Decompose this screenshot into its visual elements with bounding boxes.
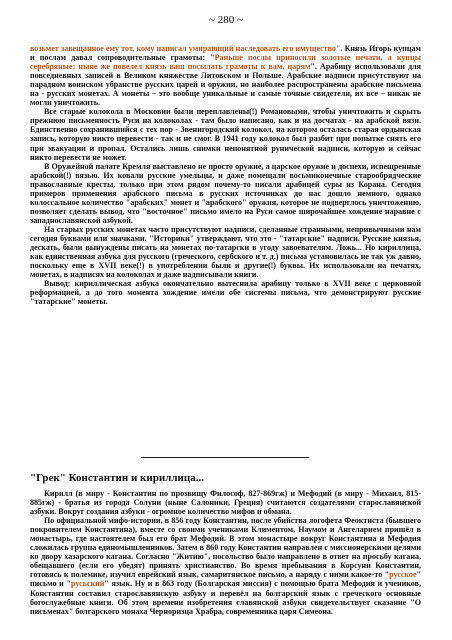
text-run: Князь Игорь купцам и послам давал сопроводительные грамоты: " (30, 44, 421, 63)
paragraph: На старых русских монетах часто присутствуют надписи, сделанные странными, непривычными нам сегодня буквами или значками. "Историки" утверждают, что это - "татарские" надписи. Русские князья, дескать, были вынуждены писать на монетах по-татарски в угоду завоевателям. Ложь... Но кириллица, как единственная азбука для русского (греческого, сербского и т. д.) письма установилась не так уж давно, поскольку еще в XVII веке(!) в употреблении были и другие(!) буквы. Их использовали на печатях, монетах, в надписях на колоколах и даже надписывали книги. (30, 224, 421, 280)
highlighted-text: возьмет завещанное ему тот, кому написал умирающий наследовать его имущество". (30, 44, 343, 53)
paragraph (30, 44, 421, 107)
text-run: По официальной мифо-истории, в 856 году Константин, после убийства логофета Феоктиста (бывшего покровителем Константина), вместе со своими учениками Климентом, Наумом и Ангеларием пришёл в монастырь, где настоятелем был его брат Мефодий. В этом монастыре вокруг Константина и Мефодия сложилась группа единомышленников. Затем в 860 году Константин направлен с миссионерскими целями ко двору хазарского кагана. Согласно "Житию", посольство было направлено в ответ на просьбу кагана, обещавшего (если его убедят) принять христианство. Во время пребывания в Корсуни Константин, готовясь к полемике, изучил еврейский язык, самаритянское письмо, а наряду с ними какое-то " (30, 516, 421, 580)
page-number: ~ 280 ~ (209, 14, 243, 26)
paragraph: В Оружейной палате Кремля выставлено не просто оружие, а царское оружие и доспехи, испещренные арабской(!) вязью. Их ковали русские умельцы, и даже помещали восьмиконечные старообрядческие православные кресты, только при этом рядом почему-то писали арабицей суры из Корана. Сегодня примеров применения арабского письма в русских источниках до нас дошло немного, однако колоссальное количество "арабских" монет и "арабского" оружия, которое не подверглось уничтожению, позволяет сделать вывод, что "восточное" письмо имело на Руси самое широчайшее хождение наравне с западнославянской азбукой. (30, 161, 421, 225)
paragraph (30, 516, 421, 616)
text-run: ". Арабицу использовали для повседневных записей в Великом княжестве Литовском и Польше. Арабские надписи присутствуют на парадном воинском убранстве русских царей и оружии, но наиболее распространены арабские письмена на - русских монетах. А монеты – это вообще уникальные и самые точные свидетели, их все – никак не могли уничтожить. (30, 62, 422, 108)
text-run: " язык. Ну и в 863 году (Болгарская миссия) с помощью брата Мефодия и учеников, Константин составил старославянскую азбуку и перевёл на болгарский язык с греческого основные богослужебные книги. Об этом времени изобретения славянской азбуки свидетельствует сказание "О письменах" болгарского монаха Черноризца Храбра, современника царя Симеона. (30, 579, 421, 616)
highlighted-text: русское (389, 570, 417, 580)
highlighted-text: русьский (70, 579, 105, 589)
highlighted-text: Раньше послы приносили золотые печати, а купцы серебряные; ныне же повелел князь ваш посылать грамоты к вам, царям (30, 53, 421, 72)
text-run: " письмо и " (30, 570, 421, 589)
section-heading: "Грек" Константин и кириллица... (30, 472, 204, 484)
paragraph: Вывод: кириллическая азбука окончательно вытеснила арабицу только в XVII веке с церковной реформацией, а до того момента хождение имели обе системы письма, что демонстрируют русские "татарские" монеты. (30, 279, 421, 307)
section-divider (141, 457, 309, 458)
section-arabic-script (30, 44, 421, 306)
paragraph: Кирилл (в миру - Константин по прозвищу Философ, 827-869гж) и Мефодий (в миру - Михаил, 815-885гж) - братья из города Солуни (ныне Салоники, Греция) считаются создателями старославянской азбуки. Вокруг создания азбуки - огромное количество мифов и обмана. (30, 489, 421, 517)
section-cyril-methodius (30, 489, 421, 616)
paragraph: Все старые колокола в Московии были переплавлены(!) Романовыми, чтобы уничтожить и скрыть прежнюю письменность Руси на колоколах - там было написано, как и на досчатах - на арабской вязи. Единственно сохранившийся с тех пор - Звенигородский колокол, на котором осталась старая ордынская запись, которую никто перевести - так и не смог. В 1941 году колокол был разбит при попытке снять его при эвакуации и пропал. Остались лишь снимки непонятной рунической надписи, которую и сейчас никто перевести не может. (30, 107, 421, 162)
